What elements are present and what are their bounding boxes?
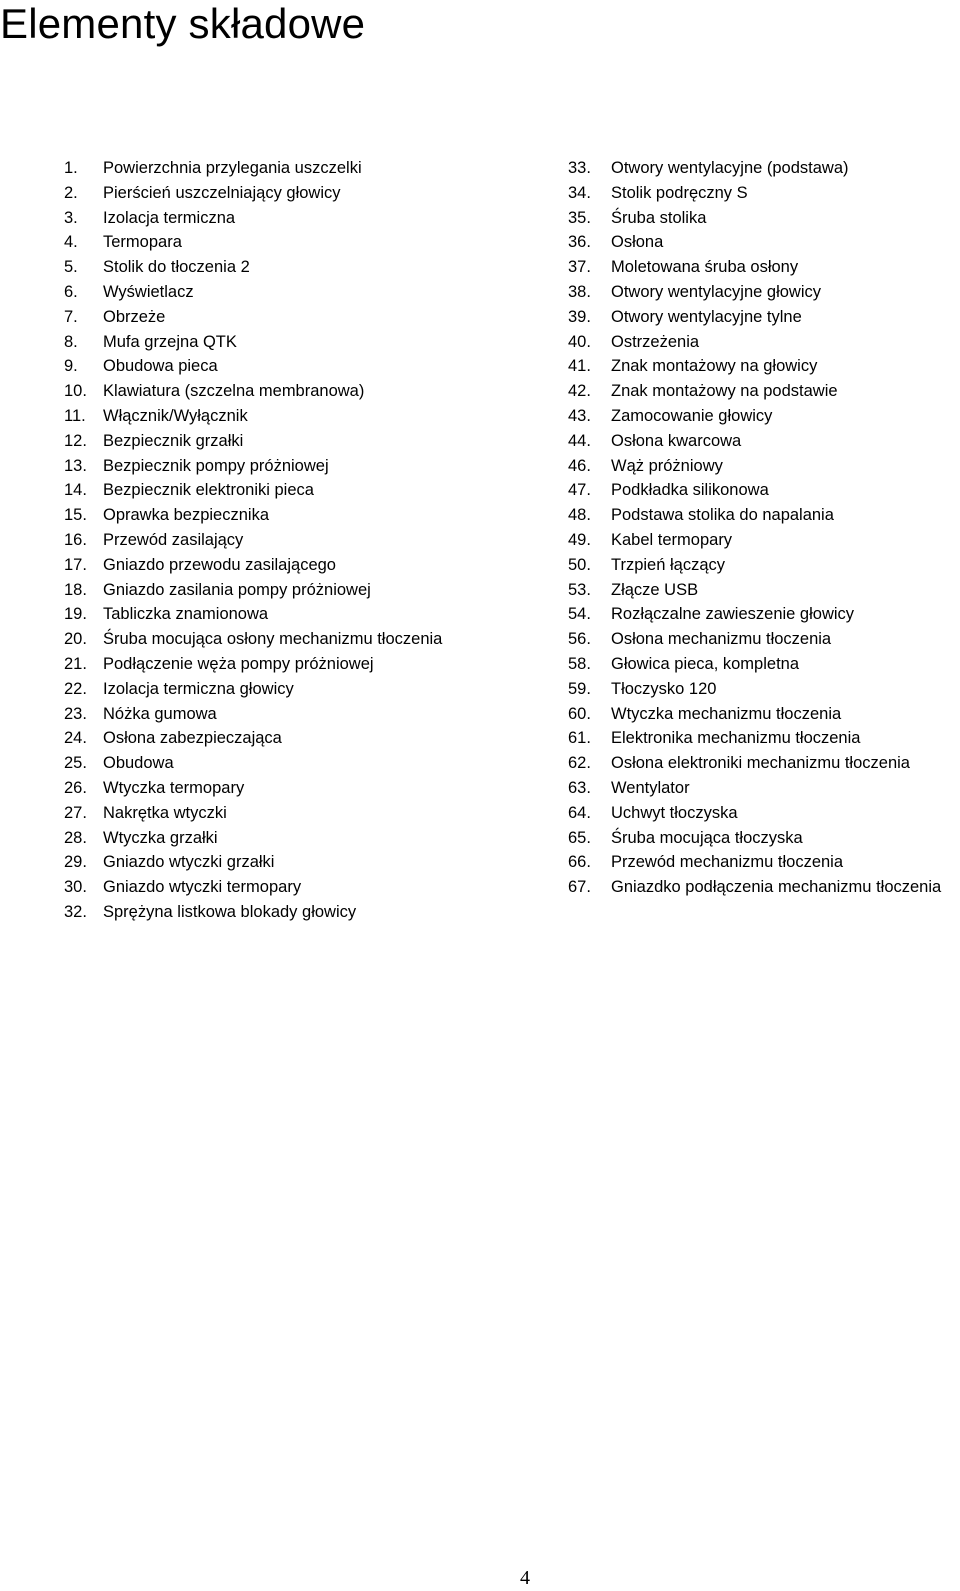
item-label: Podkładka silikonowa [611, 481, 769, 500]
list-item [568, 206, 960, 231]
item-label: Gniazdo wtyczki termopary [103, 878, 302, 897]
item-number: 18. [64, 580, 87, 599]
list-item [568, 528, 960, 553]
item-number: 4. [64, 233, 78, 252]
parts-list-left [64, 156, 534, 925]
item-label: Bezpiecznik elektroniki pieca [103, 481, 314, 500]
list-item [568, 850, 960, 875]
list-item [568, 751, 960, 776]
list-item [64, 305, 534, 330]
item-number: 19. [64, 605, 87, 624]
item-label: Osłona zabezpieczająca [103, 729, 282, 748]
item-number: 66. [568, 853, 591, 872]
list-item [64, 230, 534, 255]
list-item [64, 181, 534, 206]
item-label: Obudowa [103, 754, 174, 773]
item-number: 5. [64, 258, 78, 277]
item-number: 28. [64, 828, 87, 847]
list-item [568, 181, 960, 206]
list-item [64, 702, 534, 727]
item-label: Śruba mocująca tłoczyska [611, 828, 803, 847]
item-number: 40. [568, 332, 591, 351]
list-item [568, 702, 960, 727]
item-number: 27. [64, 803, 87, 822]
item-number: 23. [64, 704, 87, 723]
item-number: 43. [568, 406, 591, 425]
item-number: 16. [64, 530, 87, 549]
item-label: Mufa grzejna QTK [103, 332, 237, 351]
item-number: 48. [568, 506, 591, 525]
item-label: Osłona mechanizmu tłoczenia [611, 630, 832, 649]
list-item [568, 255, 960, 280]
list-item [64, 578, 534, 603]
item-number: 64. [568, 803, 591, 822]
item-label: Elektronika mechanizmu tłoczenia [611, 729, 861, 748]
item-number: 67. [568, 878, 591, 897]
list-item [568, 305, 960, 330]
item-number: 26. [64, 778, 87, 797]
list-item [64, 206, 534, 231]
list-item [568, 627, 960, 652]
item-number: 56. [568, 630, 591, 649]
item-number: 20. [64, 630, 87, 649]
item-label: Osłona kwarcowa [611, 431, 742, 450]
item-label: Wtyczka mechanizmu tłoczenia [611, 704, 842, 723]
list-item [568, 801, 960, 826]
list-item [64, 404, 534, 429]
item-label: Wtyczka termopary [103, 778, 245, 797]
list-item [64, 850, 534, 875]
item-label: Znak montażowy na podstawie [611, 382, 838, 401]
item-number: 3. [64, 208, 78, 227]
item-label: Oprawka bezpiecznika [103, 506, 269, 525]
item-label: Otwory wentylacyjne głowicy [611, 282, 821, 301]
item-label: Trzpień łączący [611, 555, 726, 574]
item-number: 6. [64, 282, 78, 301]
list-item [568, 478, 960, 503]
item-label: Śruba mocująca osłony mechanizmu tłoczenia [103, 630, 443, 649]
item-number: 12. [64, 431, 87, 450]
list-item [64, 826, 534, 851]
item-number: 13. [64, 456, 87, 475]
item-number: 38. [568, 282, 591, 301]
item-label: Stolik podręczny S [611, 183, 748, 202]
list-item [64, 677, 534, 702]
item-number: 53. [568, 580, 591, 599]
item-label: Bezpiecznik pompy próżniowej [103, 456, 329, 475]
item-number: 46. [568, 456, 591, 475]
item-label: Gniazdo zasilania pompy próżniowej [103, 580, 371, 599]
list-item [568, 429, 960, 454]
item-label: Sprężyna listkowa blokady głowicy [103, 902, 357, 921]
item-label: Śruba stolika [611, 208, 707, 227]
item-number: 32. [64, 902, 87, 921]
item-number: 34. [568, 183, 591, 202]
item-number: 30. [64, 878, 87, 897]
item-label: Wyświetlacz [103, 282, 194, 301]
list-item [568, 578, 960, 603]
item-label: Wtyczka grzałki [103, 828, 218, 847]
item-label: Podłączenie węża pompy próżniowej [103, 654, 374, 673]
item-number: 9. [64, 357, 78, 376]
list-item [568, 503, 960, 528]
list-item [64, 652, 534, 677]
item-label: Przewód mechanizmu tłoczenia [611, 853, 844, 872]
list-item [64, 280, 534, 305]
item-number: 60. [568, 704, 591, 723]
item-number: 44. [568, 431, 591, 450]
parts-list-right [568, 156, 960, 900]
item-number: 15. [64, 506, 87, 525]
list-item [64, 503, 534, 528]
item-number: 7. [64, 307, 78, 326]
item-label: Wentylator [611, 778, 690, 797]
list-item [64, 553, 534, 578]
item-number: 39. [568, 307, 591, 326]
item-label: Zamocowanie głowicy [611, 406, 773, 425]
item-label: Złącze USB [611, 580, 699, 599]
item-label: Pierścień uszczelniający głowicy [103, 183, 341, 202]
item-label: Głowica pieca, kompletna [611, 654, 800, 673]
list-item [64, 602, 534, 627]
item-number: 2. [64, 183, 78, 202]
item-label: Podstawa stolika do napalania [611, 506, 834, 525]
item-label: Uchwyt tłoczyska [611, 803, 738, 822]
list-item [64, 627, 534, 652]
list-item [568, 330, 960, 355]
item-label: Izolacja termiczna głowicy [103, 679, 294, 698]
item-number: 37. [568, 258, 591, 277]
item-label: Powierzchnia przylegania uszczelki [103, 159, 362, 177]
list-item [568, 726, 960, 751]
item-label: Wąż próżniowy [611, 456, 723, 475]
item-label: Nóżka gumowa [103, 704, 217, 723]
item-number: 8. [64, 332, 78, 351]
item-number: 59. [568, 679, 591, 698]
list-item [64, 330, 534, 355]
list-item [64, 478, 534, 503]
item-label: Otwory wentylacyjne tylne [611, 307, 802, 326]
item-number: 22. [64, 679, 87, 698]
item-number: 17. [64, 555, 87, 574]
list-item [64, 156, 534, 181]
list-item [568, 379, 960, 404]
list-item [568, 652, 960, 677]
item-label: Gniazdo przewodu zasilającego [103, 555, 336, 574]
list-item [568, 230, 960, 255]
item-number: 11. [64, 406, 86, 425]
item-number: 42. [568, 382, 591, 401]
item-label: Izolacja termiczna [103, 208, 236, 227]
page-title: Elementy składowe [0, 0, 366, 47]
list-item [568, 776, 960, 801]
list-item [568, 404, 960, 429]
list-item [64, 776, 534, 801]
item-number: 61. [568, 729, 591, 748]
list-item [568, 677, 960, 702]
item-number: 1. [64, 159, 78, 177]
list-item [64, 255, 534, 280]
list-item [64, 751, 534, 776]
page-number: 4 [520, 1567, 530, 1589]
list-item [64, 354, 534, 379]
item-label: Termopara [103, 233, 182, 252]
item-label: Gniazdko podłączenia mechanizmu tłoczenia [611, 878, 942, 897]
item-label: Osłona [611, 233, 664, 252]
item-number: 21. [64, 654, 87, 673]
item-number: 47. [568, 481, 591, 500]
item-number: 50. [568, 555, 591, 574]
list-item [568, 280, 960, 305]
item-label: Nakrętka wtyczki [103, 803, 227, 822]
list-item [64, 528, 534, 553]
item-number: 25. [64, 754, 87, 773]
item-number: 62. [568, 754, 591, 773]
item-label: Bezpiecznik grzałki [103, 431, 244, 450]
item-label: Znak montażowy na głowicy [611, 357, 818, 376]
list-item [64, 454, 534, 479]
item-label: Tabliczka znamionowa [103, 605, 269, 624]
item-number: 63. [568, 778, 591, 797]
item-label: Osłona elektroniki mechanizmu tłoczenia [611, 754, 910, 773]
item-number: 49. [568, 530, 591, 549]
item-label: Obrzeże [103, 307, 166, 326]
list-item [64, 726, 534, 751]
item-label: Rozłączalne zawieszenie głowicy [611, 605, 855, 624]
item-label: Obudowa pieca [103, 357, 218, 376]
list-item [64, 429, 534, 454]
item-label: Stolik do tłoczenia 2 [103, 258, 250, 277]
item-label: Przewód zasilający [103, 530, 244, 549]
item-number: 24. [64, 729, 87, 748]
item-label: Moletowana śruba osłony [611, 258, 799, 277]
list-item [568, 354, 960, 379]
item-number: 54. [568, 605, 591, 624]
list-item [568, 875, 960, 900]
item-label: Otwory wentylacyjne (podstawa) [611, 159, 849, 177]
item-number: 10. [64, 382, 87, 401]
item-number: 33. [568, 159, 591, 177]
list-item [568, 826, 960, 851]
item-label: Ostrzeżenia [611, 332, 700, 351]
item-number: 14. [64, 481, 87, 500]
item-label: Klawiatura (szczelna membranowa) [103, 382, 365, 401]
item-number: 35. [568, 208, 591, 227]
list-item [568, 553, 960, 578]
list-item [568, 156, 960, 181]
item-number: 29. [64, 853, 87, 872]
list-item [64, 379, 534, 404]
item-number: 41. [568, 357, 591, 376]
list-item [568, 454, 960, 479]
list-item [64, 875, 534, 900]
item-label: Gniazdo wtyczki grzałki [103, 853, 275, 872]
item-number: 36. [568, 233, 591, 252]
list-item [64, 900, 534, 925]
item-label: Kabel termopary [611, 530, 733, 549]
item-label: Tłoczysko 120 [611, 679, 717, 698]
item-label: Włącznik/Wyłącznik [103, 406, 248, 425]
item-number: 65. [568, 828, 591, 847]
list-item [568, 602, 960, 627]
list-item [64, 801, 534, 826]
item-number: 58. [568, 654, 591, 673]
